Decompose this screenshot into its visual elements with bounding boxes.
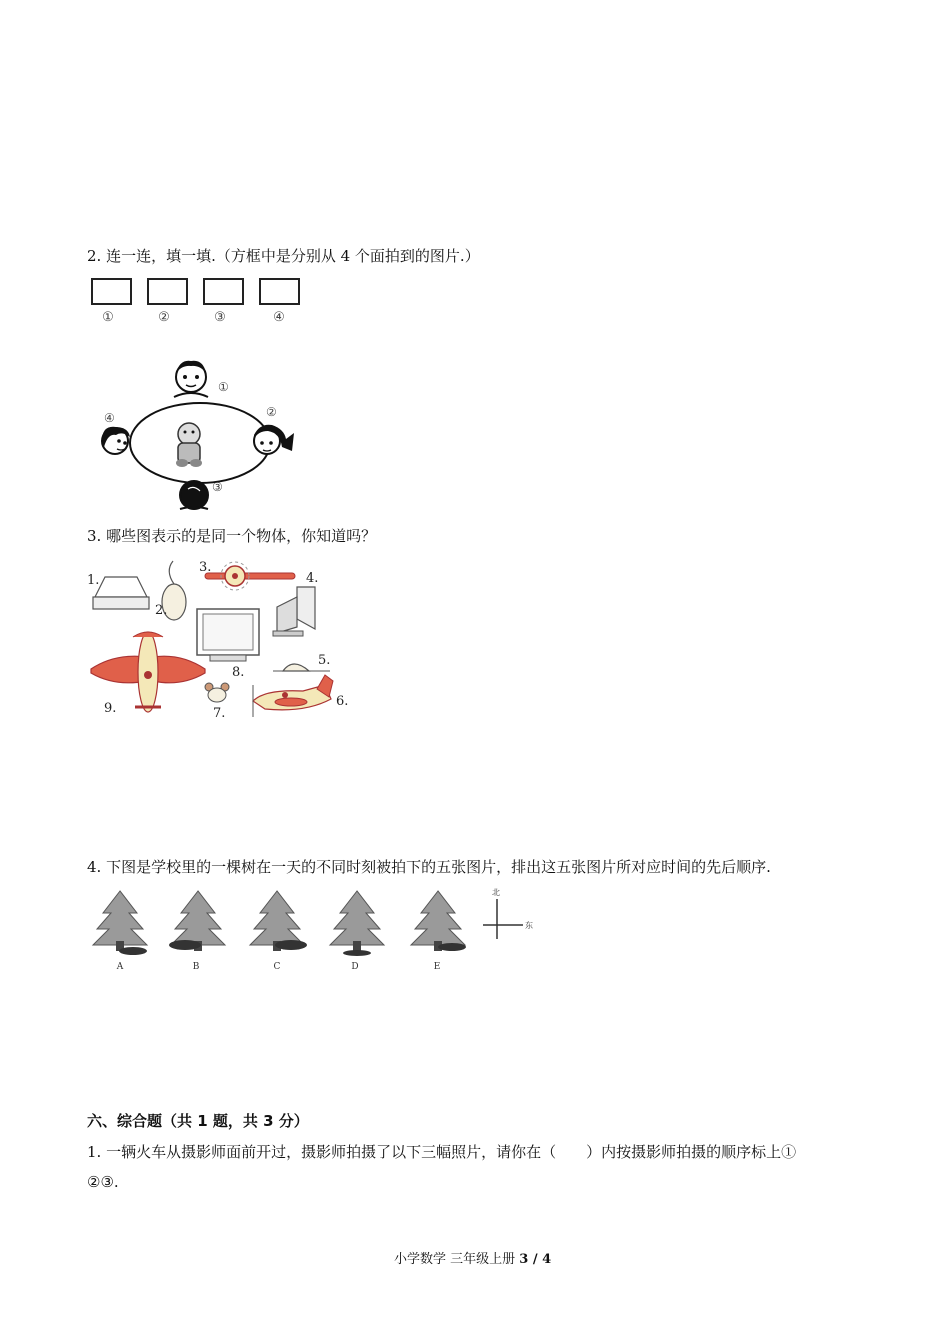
object-8-monitor-front-icon — [197, 609, 259, 661]
tree-a-icon — [93, 891, 147, 955]
page-footer — [394, 1248, 551, 1267]
tree-b-icon — [169, 891, 225, 951]
object-7-mouse-front-icon — [205, 683, 229, 702]
section-6-q1-line1: 1. 一辆火车从摄影师面前开过，摄影师拍摄了以下三幅照片，请你在（ ）内按摄影师拍摄的顺序标上① — [87, 1143, 797, 1161]
figure-label-3: 3. — [199, 560, 212, 575]
compass-north-label: 北 — [492, 888, 500, 897]
figure-label-8: 8. — [232, 665, 245, 680]
box-label-3: ③ — [214, 310, 226, 325]
object-9-plane-top-icon — [91, 632, 205, 712]
q2-text: 2. 连一连，填一填.（方框中是分别从 4 个面拍到的图片.） — [87, 247, 480, 265]
compass-east-label: 东 — [525, 921, 533, 930]
tree-c-icon — [250, 891, 307, 951]
tree-d-icon — [330, 891, 384, 956]
figure-label-7: 7. — [213, 706, 226, 721]
table-ellipse — [130, 403, 270, 483]
tree-label-d: D — [351, 962, 359, 972]
position-label-1: ① — [218, 380, 229, 394]
section-6-title: 六、综合题（共 1 题，共 3 分） — [87, 1112, 309, 1130]
doll-icon — [176, 423, 202, 467]
figure-label-1: 1. — [87, 573, 100, 588]
figure-label-9: 9. — [104, 701, 117, 716]
face-back-icon — [180, 481, 208, 509]
tree-e-icon — [411, 891, 466, 951]
face-side-right-icon — [254, 425, 294, 454]
answer-box-4[interactable] — [259, 278, 300, 305]
object-1-icon — [93, 577, 149, 609]
q3-text: 3. 哪些图表示的是同一个物体，你知道吗？ — [87, 527, 377, 545]
figure-label-4: 4. — [306, 571, 319, 586]
face-side-left-icon — [102, 427, 130, 454]
four-views-illustration — [90, 355, 310, 515]
objects-illustration — [85, 557, 365, 722]
box-label-4: ④ — [273, 310, 285, 325]
tree-label-c: C — [273, 962, 281, 972]
object-4-monitor-side-icon — [273, 587, 315, 636]
footer-text: 小学数学 三年级上册 — [394, 1252, 520, 1267]
figure-label-2: 2. — [155, 603, 168, 618]
box-label-1: ① — [102, 310, 114, 325]
tree-label-a: A — [116, 962, 124, 972]
box-label-2: ② — [158, 310, 170, 325]
answer-box-3[interactable] — [203, 278, 244, 305]
position-label-2: ② — [266, 405, 277, 419]
compass-icon — [483, 899, 523, 939]
answer-box-1[interactable] — [91, 278, 132, 305]
tree-label-e: E — [433, 962, 441, 972]
position-label-3: ③ — [212, 480, 223, 494]
figure-label-5: 5. — [318, 653, 331, 668]
position-label-4: ④ — [104, 411, 115, 425]
object-3-plane-front-icon — [205, 562, 295, 590]
trees-illustration — [85, 885, 545, 975]
object-6-plane-side-icon — [253, 675, 333, 717]
answer-box-2[interactable] — [147, 278, 188, 305]
section-6-q1-line2: ②③. — [87, 1173, 119, 1191]
face-front-icon — [174, 361, 208, 397]
page-number: 3 / 4 — [519, 1252, 552, 1267]
q4-text: 4. 下图是学校里的一棵树在一天的不同时刻被拍下的五张图片，排出这五张图片所对应时间的先后顺序. — [87, 858, 771, 876]
figure-label-6: 6. — [336, 694, 349, 709]
tree-label-b: B — [192, 962, 200, 972]
